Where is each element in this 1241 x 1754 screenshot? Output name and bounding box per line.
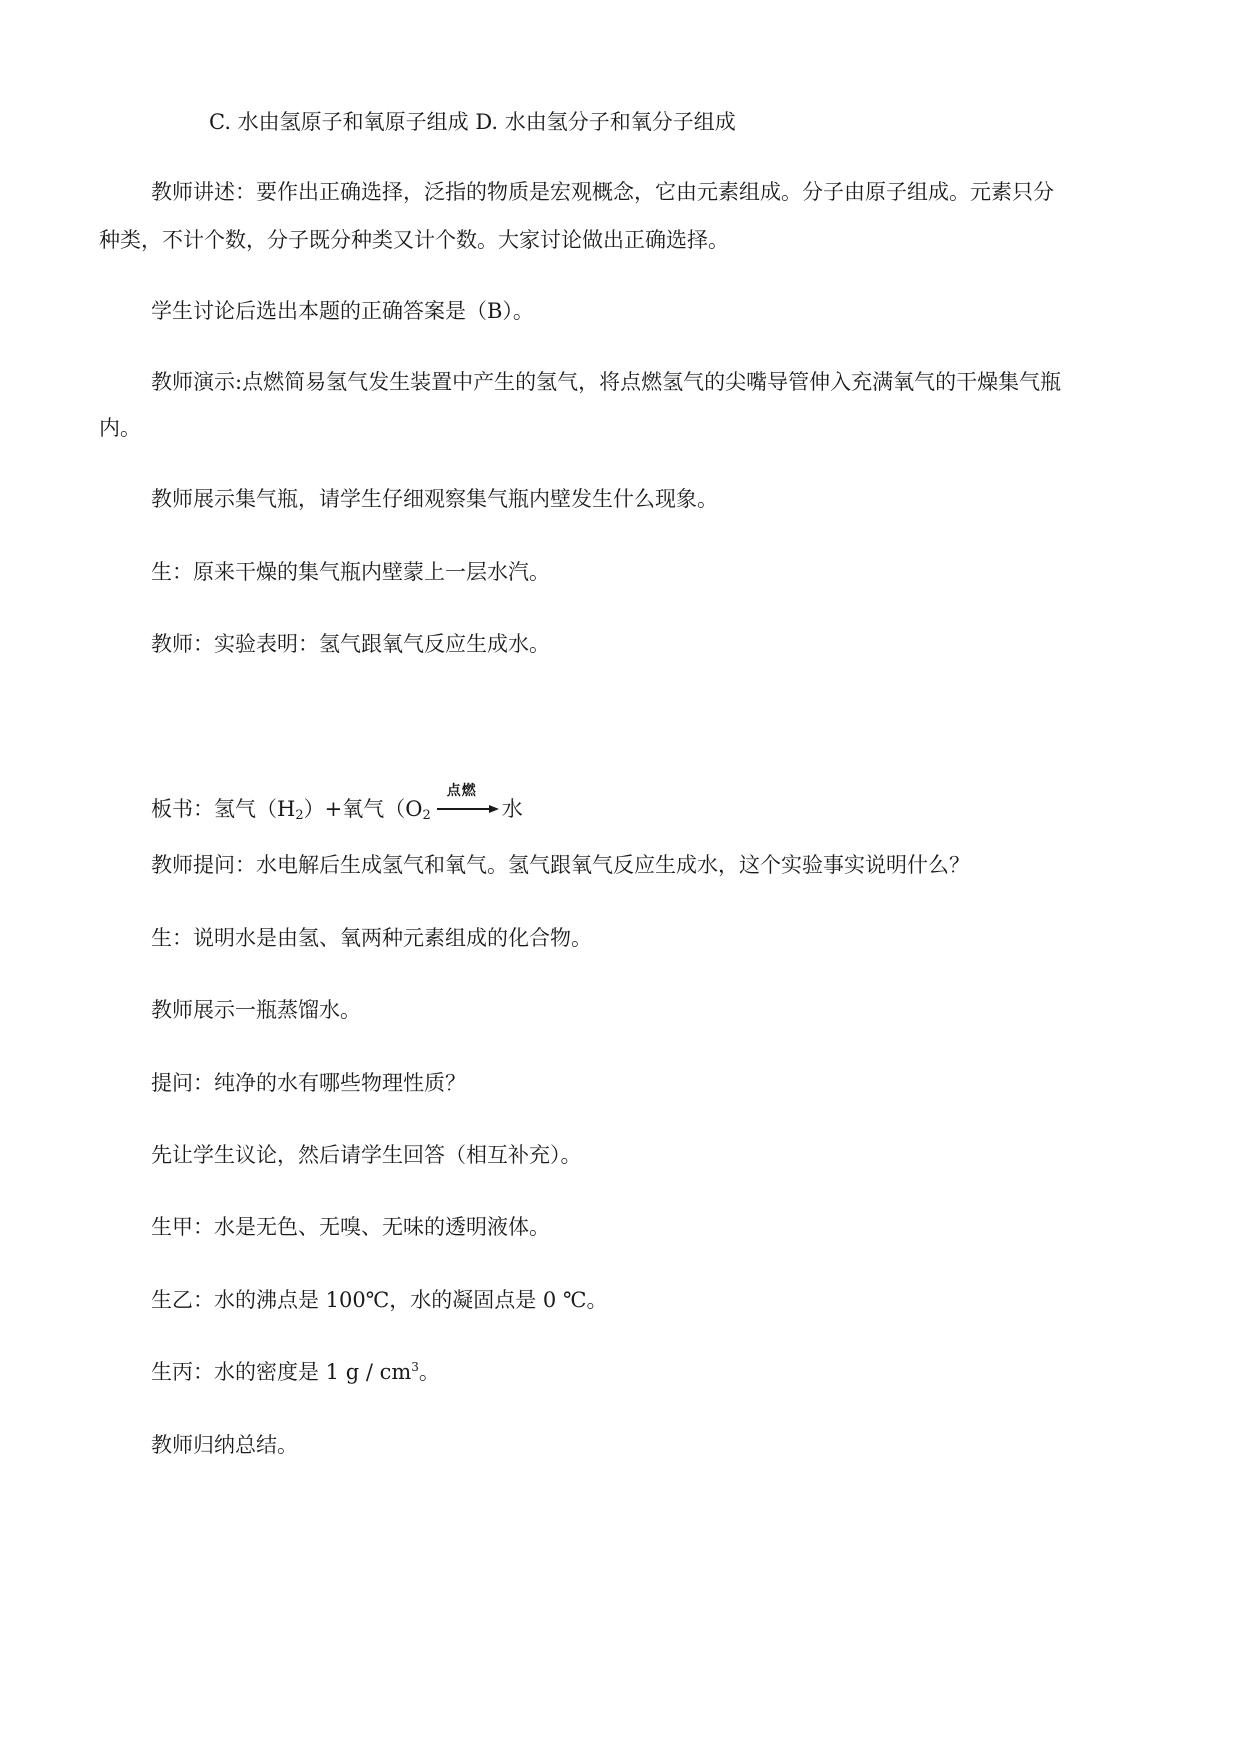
student-observation-line: 生：原来干燥的集气瓶内壁蒙上一层水汽。 (151, 560, 550, 584)
reaction-condition: 点燃 (446, 783, 477, 799)
teacher-shows-water-line: 教师展示一瓶蒸馏水。 (151, 998, 361, 1022)
student-a-answer-line: 生甲：水是无色、无嗅、无味的透明液体。 (151, 1215, 550, 1239)
teacher-demo-line-1: 教师演示:点燃简易氢气发生装置中产生的氢气，将点燃氢气的尖嘴导管伸入充满氧气的干燥集气瓶 (151, 370, 1062, 394)
equation-line (151, 783, 523, 823)
density-superscript: 3 (411, 1360, 419, 1374)
option-c-d-line: C. 水由氢原子和氧原子组成 D. 水由氢分子和氧分子组成 (209, 110, 736, 134)
oxygen-subscript: 2 (422, 808, 431, 823)
reaction-arrow-icon (437, 783, 500, 820)
teacher-demo-line-2: 内。 (99, 416, 141, 440)
teacher-summary-line: 教师归纳总结。 (151, 1433, 298, 1457)
teacher-explanation-line-1: 教师讲述：要作出正确选择，泛指的物质是宏观概念，它由元素组成。分子由原子组成。元素只分 (151, 180, 1054, 204)
hydrogen-symbol: H (277, 797, 296, 821)
student-b-answer-line: 生乙：水的沸点是 100℃，水的凝固点是 0 ℃。 (151, 1288, 608, 1312)
discussion-instruction-line: 先让学生议论，然后请学生回答（相互补充）。 (151, 1143, 582, 1167)
equation-mid: ）+氧气（ (303, 797, 406, 821)
teacher-explanation-line-2: 种类，不计个数，分子既分种类又计个数。大家讨论做出正确选择。 (99, 228, 729, 252)
hydrogen-subscript: 2 (295, 808, 304, 823)
density-suffix: 。 (418, 1360, 440, 1384)
density-text: 生丙：水的密度是 1 g / cm (151, 1360, 412, 1384)
student-answer-line: 学生讨论后选出本题的正确答案是（B）。 (151, 299, 534, 323)
teacher-shows-bottle-line: 教师展示集气瓶，请学生仔细观察集气瓶内壁发生什么现象。 (151, 487, 718, 511)
equation-product: 水 (501, 797, 523, 821)
question-physical-properties-line: 提问：纯净的水有哪些物理性质？ (151, 1071, 466, 1095)
equation-prefix: 板书：氢气（ (151, 797, 277, 821)
oxygen-symbol: O (405, 797, 423, 821)
teacher-conclusion-line: 教师：实验表明：氢气跟氧气反应生成水。 (151, 632, 550, 656)
student-answer-compound-line: 生：说明水是由氢、氧两种元素组成的化合物。 (151, 926, 592, 950)
student-c-answer-line (151, 1362, 440, 1383)
teacher-question-line: 教师提问：水电解后生成氢气和氧气。氢气跟氧气反应生成水，这个实验事实说明什么？ (151, 853, 970, 877)
